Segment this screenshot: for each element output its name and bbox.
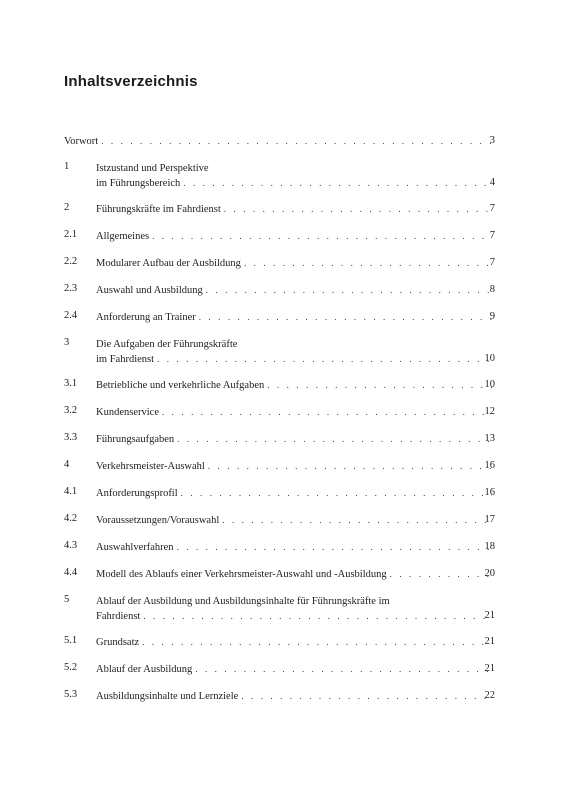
toc-entry-title: Modell des Ablaufs einer Verkehrsmeister-Auswahl und -Ausbildung (96, 569, 387, 580)
toc-entry-number: 2.1 (64, 229, 78, 240)
dot-leader (142, 635, 492, 650)
toc-page-number: 17 (484, 514, 495, 525)
toc-entry-title: Auswahlverfahren (96, 542, 174, 553)
dot-leader (101, 134, 492, 149)
toc-page-number: 16 (484, 487, 495, 498)
toc-page-number: 4 (489, 177, 495, 188)
toc-page-number: 7 (489, 230, 495, 241)
toc-entry-title: Allgemeines (96, 231, 150, 242)
toc-entry-title: Ausbildungsinhalte und Lernziele (96, 691, 239, 702)
toc-entry-title: Anforderung an Trainer (96, 312, 196, 323)
dot-leader (222, 513, 492, 528)
dot-leader (181, 486, 492, 501)
toc-entry-number: 4.1 (64, 486, 78, 497)
toc-page-number: 21 (484, 610, 495, 621)
toc-entry-title: im Führungsbereich (96, 178, 181, 189)
dot-leader (183, 176, 492, 191)
toc-entry-title: im Fahrdienst (96, 354, 155, 365)
toc-page-number: 10 (484, 379, 495, 390)
toc-page-number: 21 (484, 663, 495, 674)
toc-page-number: 22 (484, 690, 495, 701)
toc-page-number: 13 (484, 433, 495, 444)
toc-page-number: 3 (489, 135, 495, 146)
toc-entry-title: Vorwort (64, 136, 99, 147)
toc-entry-number: 4.4 (64, 567, 78, 578)
toc-page-number: 10 (484, 353, 495, 364)
toc-page-number: 21 (484, 636, 495, 647)
toc-entry-title: Grundsatz (96, 637, 140, 648)
toc-entry-number: 3.2 (64, 405, 78, 416)
dot-leader (195, 662, 492, 677)
dot-leader (208, 459, 492, 474)
dot-leader (244, 256, 492, 271)
dot-leader (177, 432, 492, 447)
toc-entry-title: Ablauf der Ausbildung und Ausbildungsinhalte für Führungskräfte im (96, 596, 390, 607)
toc-entry-number: 5 (64, 594, 70, 605)
toc-entry-title: Ablauf der Ausbildung (96, 664, 193, 675)
page-title: Inhaltsverzeichnis (64, 73, 198, 90)
toc-entry-number: 4.3 (64, 540, 78, 551)
toc-page-number: 16 (484, 460, 495, 471)
toc-entry-number: 2.3 (64, 283, 78, 294)
dot-leader (157, 352, 492, 367)
dot-leader (206, 283, 492, 298)
toc-entry-number: 3 (64, 337, 70, 348)
toc-page-number: 9 (489, 311, 495, 322)
toc-entry-title: Modularer Aufbau der Ausbildung (96, 258, 241, 269)
toc-page-number: 7 (489, 203, 495, 214)
toc-page-number: 8 (489, 284, 495, 295)
toc-entry-title: Führungskräfte im Fahrdienst (96, 204, 221, 215)
toc-entry-number: 5.1 (64, 635, 78, 646)
toc-entry-title: Anforderungsprofil (96, 488, 178, 499)
toc-page-number: 12 (484, 406, 495, 417)
toc-entry-title: Istzustand und Perspektive (96, 163, 209, 174)
toc-entry-number: 3.3 (64, 432, 78, 443)
toc-page-number: 20 (484, 568, 495, 579)
toc-page-number: 7 (489, 257, 495, 268)
toc-entry-title: Führungsaufgaben (96, 434, 175, 445)
dot-leader (152, 229, 492, 244)
toc-page-number: 18 (484, 541, 495, 552)
toc-entry-title: Voraussetzungen/Vorauswahl (96, 515, 220, 526)
toc-entry-title: Verkehrsmeister-Auswahl (96, 461, 205, 472)
dot-leader (177, 540, 492, 555)
toc-entry-number: 2 (64, 202, 70, 213)
dot-leader (143, 609, 492, 624)
toc-entry-title: Fahrdienst (96, 611, 141, 622)
dot-leader (199, 310, 492, 325)
toc-entry-title: Kundenservice (96, 407, 159, 418)
toc-entry-title: Auswahl und Ausbildung (96, 285, 203, 296)
toc-entry-number: 5.3 (64, 689, 78, 700)
toc-entry-title: Betriebliche und verkehrliche Aufgaben (96, 380, 265, 391)
dot-leader (162, 405, 492, 420)
toc-entry-number: 4.2 (64, 513, 78, 524)
toc-entry-number: 2.4 (64, 310, 78, 321)
toc-entry-title: Die Aufgaben der Führungskräfte (96, 339, 238, 350)
toc-entry-number: 3.1 (64, 378, 78, 389)
toc-entry-number: 5.2 (64, 662, 78, 673)
dot-leader (224, 202, 492, 217)
toc-entry-number: 4 (64, 459, 70, 470)
toc-entry-number: 1 (64, 161, 70, 172)
toc-entry-number: 2.2 (64, 256, 78, 267)
dot-leader (241, 689, 492, 704)
dot-leader (267, 378, 492, 393)
